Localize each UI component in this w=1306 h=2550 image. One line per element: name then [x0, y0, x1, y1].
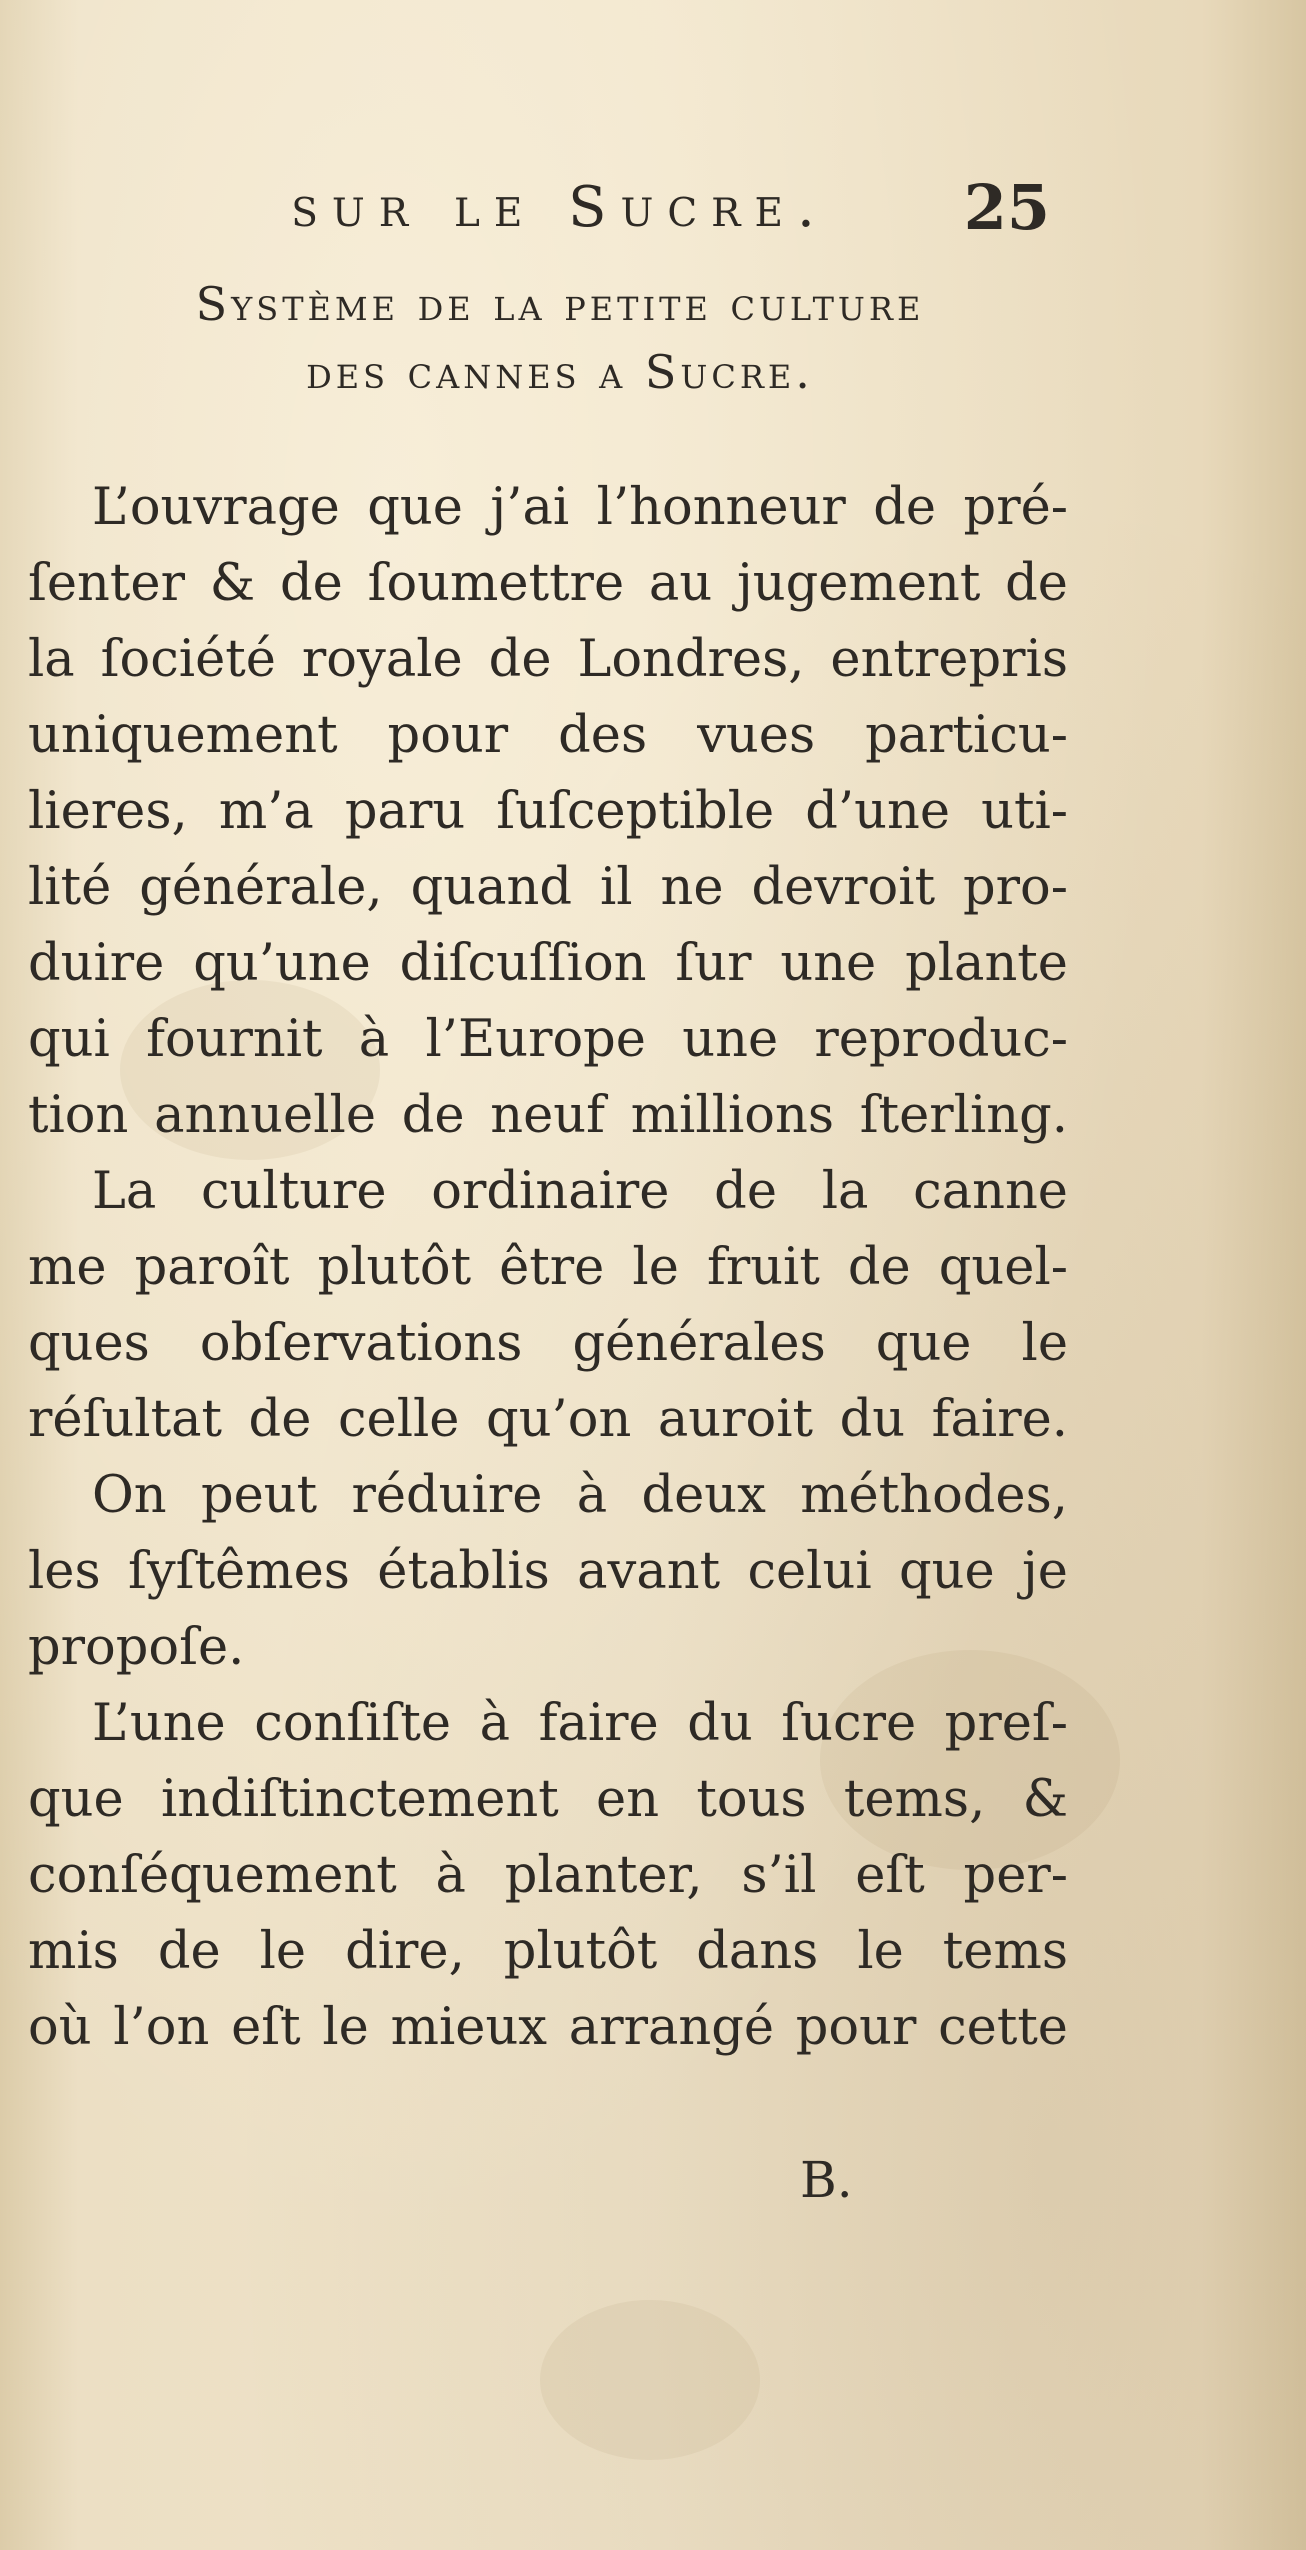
text-line: La culture ordinaire de la canne: [92, 1162, 1068, 1221]
text-line: réſultat de celle qu’on auroit du faire.: [28, 1390, 1068, 1449]
text-line: tion annuelle de neuf millions ſterling.: [28, 1086, 1068, 1145]
text-line: ques obſervations générales que le: [28, 1314, 1068, 1373]
paper-stain: [540, 2300, 760, 2460]
text-line: que indiſtinctement en tous tems, &: [28, 1770, 1068, 1829]
text-line: lité générale, quand il ne devroit pro-: [28, 858, 1068, 917]
text-line: ſenter & de ſoumettre au jugement de: [28, 554, 1068, 613]
body-text: [28, 470, 1068, 2066]
text-line: duire qu’une diſcuſſion ſur une plante: [28, 934, 1068, 993]
text-line: propoſe.: [28, 1618, 245, 1677]
text-line: lieres, m’a paru ſuſceptible d’une uti-: [28, 782, 1068, 841]
text-line: L’une conſiſte à faire du ſucre preſ-: [92, 1694, 1068, 1753]
text-line: où l’on eſt le mieux arrangé pour cette: [28, 1998, 1068, 2057]
text-line: L’ouvrage que j’ai l’honneur de pré-: [92, 478, 1068, 537]
section-title-line-2: des cannes a Sucre.: [306, 345, 814, 399]
text-line: conſéquement à planter, s’il eſt per-: [28, 1846, 1068, 1905]
text-line: uniquement pour des vues particu-: [28, 706, 1068, 765]
text-line: On peut réduire à deux méthodes,: [92, 1466, 1068, 1525]
section-title: [40, 270, 1080, 406]
signature-mark: B.: [800, 2151, 853, 2209]
text-line: la ſociété royale de Londres, entrepris: [28, 630, 1068, 689]
text-line: les ſyſtêmes établis avant celui que je: [28, 1542, 1068, 1601]
page-number: 25: [963, 171, 1050, 244]
running-head: sur le Sucre.: [291, 175, 829, 240]
page-header: [0, 168, 1306, 248]
section-title-line-1: Système de la petite culture: [195, 277, 925, 331]
text-line: me paroît plutôt être le fruit de quel-: [28, 1238, 1068, 1297]
text-line: mis de le dire, plutôt dans le tems: [28, 1922, 1068, 1981]
text-line: qui fournit à l’Europe une reproduc-: [28, 1010, 1068, 1069]
